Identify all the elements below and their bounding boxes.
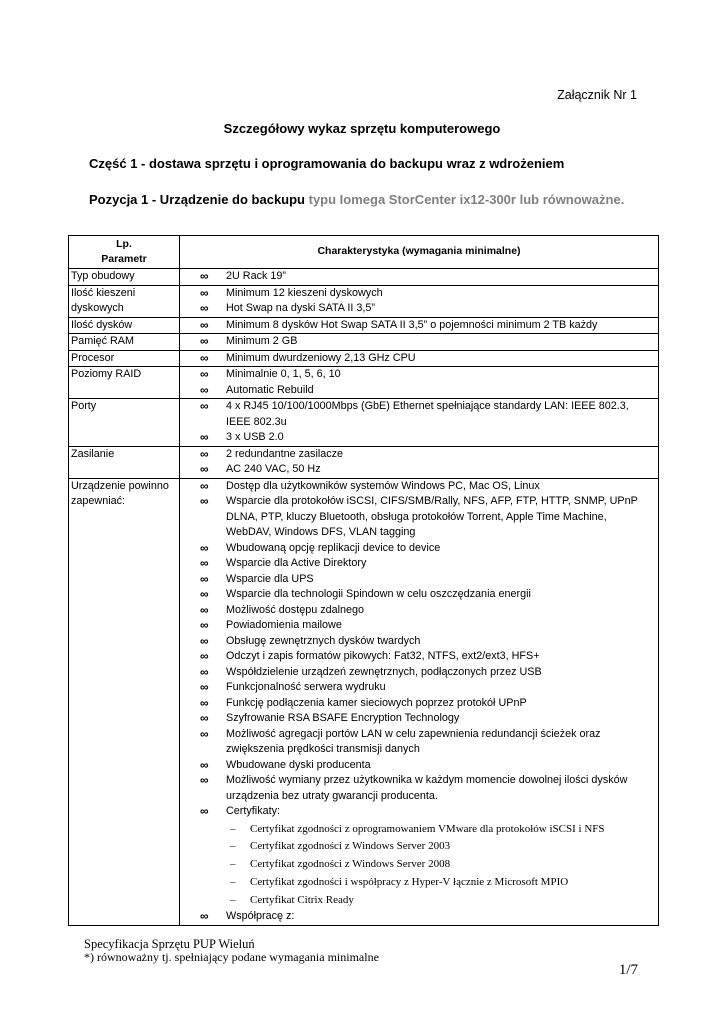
parameter-cell: Typ obudowy	[69, 269, 180, 286]
characteristics-cell	[180, 317, 659, 334]
requirement-item	[180, 479, 658, 495]
requirement-text: Wbudowane dyski producenta	[226, 758, 371, 771]
infinity-bullet-icon: ∞	[200, 773, 209, 787]
infinity-bullet-icon: ∞	[200, 462, 209, 476]
dash-bullet-icon: –	[230, 875, 236, 888]
characteristics-cell	[180, 478, 659, 925]
requirement-item	[180, 587, 658, 603]
parameter-cell: Pamięć RAM	[69, 334, 180, 351]
requirements-list	[180, 269, 658, 285]
infinity-bullet-icon: ∞	[200, 301, 209, 315]
requirement-text: Powiadomienia mailowe	[226, 619, 342, 631]
part-title: Część 1 - dostawa sprzętu i oprogramowania do backupu wraz z wdrożeniem	[89, 156, 565, 171]
requirement-item	[180, 462, 658, 478]
requirement-text: 4 x RJ45 10/100/1000Mbps (GbE) Ethernet spełniające standardy LAN: IEEE 802.3, IEEE 802.3u	[226, 400, 629, 428]
infinity-bullet-icon: ∞	[200, 399, 209, 413]
certificate-text: Certyfikat zgodności z Windows Server 2003	[250, 840, 451, 853]
requirement-text: Funkcję podłączenia kamer sieciowych poprzez protokół UPnP	[226, 696, 527, 709]
requirement-text: Obsługę zewnętrznych dysków twardych	[226, 634, 421, 647]
characteristics-cell	[180, 334, 659, 351]
requirements-list	[180, 447, 658, 478]
infinity-bullet-icon: ∞	[200, 556, 209, 570]
requirement-text: Możliwość dostępu zdalnego	[226, 603, 365, 616]
infinity-bullet-icon: ∞	[200, 804, 209, 818]
infinity-bullet-icon: ∞	[200, 285, 209, 300]
table-row	[69, 399, 659, 447]
requirement-text: Certyfikaty:	[226, 805, 280, 817]
infinity-bullet-icon: ∞	[200, 430, 209, 444]
requirements-list	[180, 479, 658, 925]
requirement-item	[180, 318, 658, 334]
parameter-cell: Ilość kieszeni dyskowych	[69, 285, 180, 317]
requirement-text: 2U Rack 19”	[226, 270, 287, 282]
table-row	[69, 446, 659, 478]
requirement-text: Minimalnie 0, 1, 5, 6, 10	[226, 368, 341, 380]
requirement-text: Funkcjonalność serwera wydruku	[226, 681, 386, 693]
requirement-item	[180, 399, 658, 430]
parameter-cell: Urządzenie powinno zapewniać:	[69, 478, 180, 925]
requirements-list	[180, 334, 658, 350]
parameter-cell: Ilość dysków	[69, 317, 180, 334]
certificate-item	[226, 874, 654, 892]
requirement-text: Wbudowaną opcję replikacji device to device	[226, 541, 441, 554]
table-row	[69, 285, 659, 317]
infinity-bullet-icon: ∞	[200, 350, 209, 365]
requirement-item	[180, 301, 658, 317]
dash-bullet-icon: –	[230, 822, 236, 835]
footer-spec: Specyfikacja Sprzętu PUP Wieluń	[84, 937, 255, 951]
requirement-item	[180, 556, 658, 572]
requirement-text: Wsparcie dla UPS	[226, 572, 314, 585]
requirement-item	[180, 665, 658, 681]
infinity-bullet-icon: ∞	[200, 587, 209, 601]
requirement-text: Współdzielenie urządzeń zewnętrznych, podłączonych przez USB	[226, 665, 542, 678]
infinity-bullet-icon: ∞	[200, 478, 209, 493]
requirement-item	[180, 634, 658, 650]
table-row	[69, 478, 659, 925]
dash-bullet-icon: –	[230, 840, 236, 853]
page-number: 1/7	[618, 962, 638, 978]
requirement-text: Odczyt i zapis formatów pikowych: Fat32, NTFS, ext2/ext3, HFS+	[226, 650, 540, 662]
requirement-text: Minimum 12 kieszeni dyskowych	[226, 286, 383, 299]
table-body	[69, 269, 659, 926]
certificates-list	[226, 821, 654, 910]
requirement-item	[180, 572, 658, 588]
table-header-row	[69, 236, 659, 269]
requirement-text: Minimum dwurdzeniowy 2,13 GHz CPU	[226, 351, 416, 364]
requirement-item	[180, 367, 658, 383]
table-row	[69, 334, 659, 351]
requirement-text: Wsparcie dla technologii Spindown w celu oszczędzania energii	[226, 588, 531, 600]
infinity-bullet-icon: ∞	[200, 367, 209, 381]
requirement-item	[180, 909, 658, 925]
requirement-item	[180, 494, 658, 541]
position-label: Pozycja 1 - Urządzenie do backupu	[89, 192, 305, 207]
infinity-bullet-icon: ∞	[200, 317, 209, 332]
infinity-bullet-icon: ∞	[200, 618, 209, 632]
certificate-item	[226, 892, 654, 910]
requirement-item	[180, 286, 658, 302]
characteristics-cell	[180, 350, 659, 367]
parameter-cell: Porty	[69, 399, 180, 447]
certificate-text: Certyfikat zgodności i współpracy z Hyper-V łącznie z Microsoft MPIO	[250, 875, 569, 888]
infinity-bullet-icon: ∞	[200, 446, 209, 461]
requirement-item	[180, 603, 658, 619]
requirement-item	[180, 696, 658, 712]
requirement-item	[180, 773, 658, 804]
infinity-bullet-icon: ∞	[200, 649, 209, 663]
certificate-text: Certyfikat Citrix Ready	[250, 893, 354, 906]
infinity-bullet-icon: ∞	[200, 664, 209, 679]
characteristics-cell	[180, 446, 659, 478]
requirement-text: Szyfrowanie RSA BSAFE Encryption Technology	[226, 712, 460, 724]
requirement-item	[180, 618, 658, 634]
characteristics-cell	[180, 285, 659, 317]
characteristics-cell	[180, 367, 659, 399]
infinity-bullet-icon: ∞	[200, 633, 209, 648]
requirement-text: Możliwość agregacji portów LAN w celu zapewnienia redundancji ścieżek oraz zwiększenia prędkości transmisji danych	[226, 727, 601, 755]
document-title: Szczegółowy wykaz sprzętu komputerowego	[223, 121, 501, 136]
dash-bullet-icon: –	[230, 893, 236, 906]
requirements-list	[180, 286, 658, 317]
requirement-text: AC 240 VAC, 50 Hz	[226, 463, 321, 475]
requirement-text: Możliwość wymiany przez użytkownika w każdym momencie dowolnej ilości dysków urządzenia bez utraty gwarancji producenta.	[226, 774, 628, 802]
requirements-list	[180, 318, 658, 334]
requirement-item	[180, 430, 658, 446]
requirement-item	[180, 447, 658, 463]
requirement-item	[180, 680, 658, 696]
infinity-bullet-icon: ∞	[200, 540, 209, 555]
requirement-item	[180, 711, 658, 727]
requirement-text: Minimum 8 dysków Hot Swap SATA II 3,5” o pojemności minimum 2 TB każdy	[226, 318, 598, 331]
requirement-text: Hot Swap na dyski SATA II 3,5”	[226, 302, 376, 314]
footer-note: *) równoważny tj. spełniający podane wymagania minimalne	[84, 950, 379, 964]
requirement-item	[180, 351, 658, 367]
parameter-cell: Poziomy RAID	[69, 367, 180, 399]
specification-table	[68, 235, 659, 926]
requirement-item	[180, 804, 658, 909]
certificate-item	[226, 821, 654, 839]
requirement-item	[180, 649, 658, 665]
requirement-text: Wsparcie dla Active Direktory	[226, 557, 367, 569]
certificate-item	[226, 856, 654, 874]
header-lp: Lp.	[116, 238, 132, 250]
annex-label: Załącznik Nr 1	[557, 88, 637, 102]
characteristics-cell	[180, 269, 659, 286]
infinity-bullet-icon: ∞	[200, 269, 209, 283]
requirement-text: 2 redundantne zasilacze	[226, 447, 344, 460]
requirement-text: Minimum 2 GB	[226, 335, 298, 347]
requirement-text: Wsparcie dla protokołów iSCSI, CIFS/SMB/Rally, NFS, AFP, FTP, HTTP, SNMP, UPnP DLNA, PTP, kluczy Bluetooth, obsługa protokołów Torrent, Apple Time Machine, WebDAV, Windows DFS, VLAN tagging	[226, 495, 638, 538]
parameter-cell: Zasilanie	[69, 446, 180, 478]
infinity-bullet-icon: ∞	[200, 680, 209, 694]
header-lp-param	[69, 236, 180, 269]
certificate-item	[226, 838, 654, 856]
infinity-bullet-icon: ∞	[200, 494, 209, 508]
characteristics-cell	[180, 399, 659, 447]
infinity-bullet-icon: ∞	[200, 571, 209, 586]
requirement-item	[180, 269, 658, 285]
requirements-list	[180, 399, 658, 446]
position-model: typu Iomega StorCenter ix12-300r lub równoważne.	[308, 192, 625, 207]
requirement-text: Dostęp dla użytkowników systemów Windows PC, Mac OS, Linux	[226, 479, 540, 492]
infinity-bullet-icon: ∞	[200, 602, 209, 617]
header-characteristics: Charakterystyka (wymagania minimalne)	[180, 236, 659, 269]
infinity-bullet-icon: ∞	[200, 334, 209, 348]
requirement-item	[180, 727, 658, 758]
position-title	[89, 192, 624, 207]
requirements-list	[180, 351, 658, 367]
requirement-item	[180, 541, 658, 557]
header-param: Parametr	[101, 253, 147, 265]
table-row	[69, 350, 659, 367]
table-row	[69, 317, 659, 334]
table-row	[69, 367, 659, 399]
requirement-text: Automatic Rebuild	[226, 383, 314, 396]
requirement-item	[180, 383, 658, 399]
requirement-text: 3 x USB 2.0	[226, 431, 284, 443]
infinity-bullet-icon: ∞	[200, 382, 209, 397]
requirement-text: Współpracę z:	[226, 910, 295, 923]
dash-bullet-icon: –	[230, 858, 236, 871]
infinity-bullet-icon: ∞	[200, 909, 209, 924]
infinity-bullet-icon: ∞	[200, 757, 209, 772]
requirements-list	[180, 367, 658, 398]
infinity-bullet-icon: ∞	[200, 726, 209, 741]
infinity-bullet-icon: ∞	[200, 711, 209, 725]
certificate-text: Certyfikat zgodności z Windows Server 2008	[250, 858, 451, 871]
infinity-bullet-icon: ∞	[200, 695, 209, 710]
requirement-item	[180, 334, 658, 350]
parameter-cell: Procesor	[69, 350, 180, 367]
table-row	[69, 269, 659, 286]
requirement-item	[180, 758, 658, 774]
certificate-text: Certyfikat zgodności z oprogramowaniem VMware dla protokołów iSCSI i NFS	[250, 822, 605, 835]
